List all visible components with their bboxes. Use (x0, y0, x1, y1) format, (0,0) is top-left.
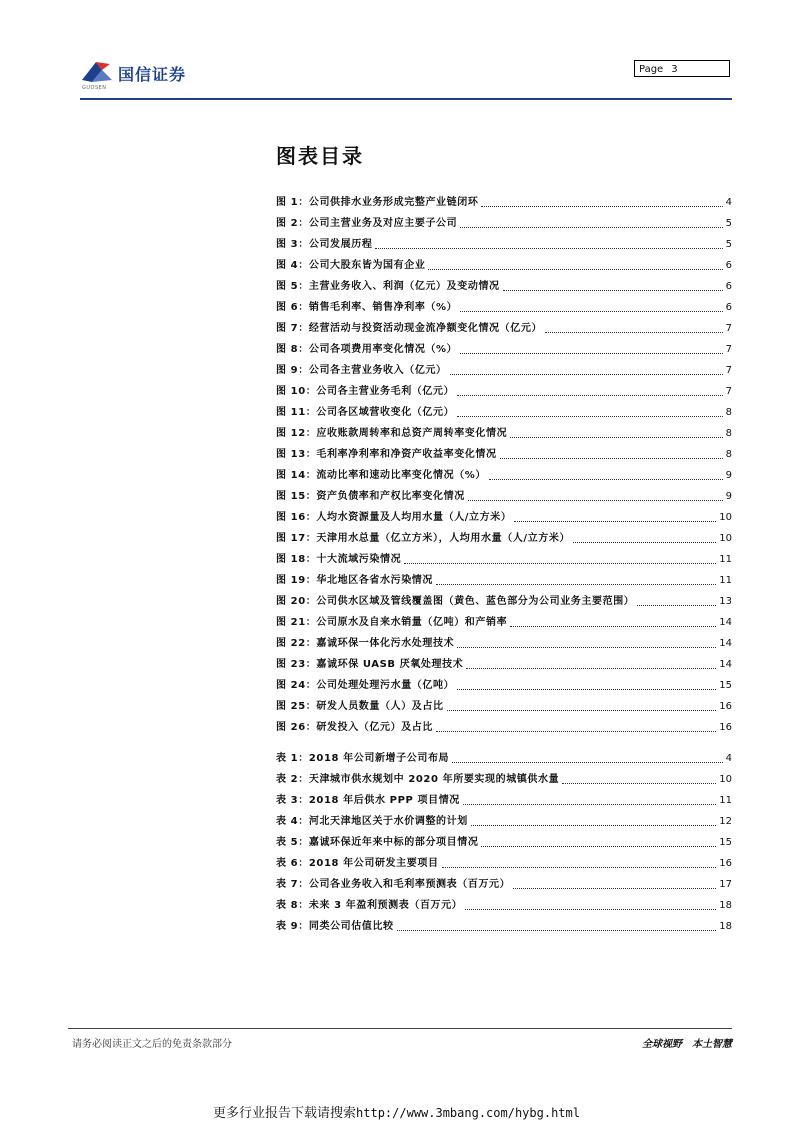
toc-entry[interactable] (276, 188, 732, 209)
toc-entry-label: 表 3：2018 年后供水 PPP 项目情况 (276, 795, 460, 806)
toc-leader-dots (481, 846, 716, 847)
footer-disclaimer: 请务必阅读正文之后的免责条款部分 (72, 1039, 232, 1050)
toc-entry-label: 图 16：人均水资源量及人均用水量（人/立方米） (276, 512, 512, 523)
toc-entry-label: 图 5：主营业务收入、利润（亿元）及变动情况 (276, 281, 500, 292)
toc-entry-page: 5 (725, 218, 732, 229)
toc-entry-page: 15 (719, 680, 732, 691)
toc-leader-dots (503, 290, 723, 291)
toc-leader-dots (481, 206, 722, 207)
toc-entry-label: 图 8：公司各项费用率变化情况（%） (276, 344, 458, 355)
toc-entry-page: 6 (725, 281, 732, 292)
toc-entry-page: 14 (719, 659, 732, 670)
toc-entry-label: 图 19：华北地区各省水污染情况 (276, 575, 433, 586)
toc-entry[interactable] (276, 461, 732, 482)
toc-entry-label: 图 1：公司供排水业务形成完整产业链闭环 (276, 197, 479, 208)
toc-entry[interactable] (276, 692, 732, 713)
toc-entry-page: 10 (719, 512, 732, 523)
toc-entry[interactable] (276, 828, 732, 849)
toc-entry-page: 9 (725, 491, 732, 502)
toc-entry[interactable] (276, 807, 732, 828)
toc-entry[interactable] (276, 870, 732, 891)
toc-entry-page: 4 (725, 197, 732, 208)
toc-entry[interactable] (276, 587, 732, 608)
toc-entry-label: 图 15：资产负债率和产权比率变化情况 (276, 491, 465, 502)
toc-leader-dots (452, 762, 722, 763)
promo-text: 更多行业报告下载请搜索 (213, 1106, 357, 1121)
toc-entry-label: 图 21：公司原水及自来水销量（亿吨）和产销率 (276, 617, 508, 628)
toc-title: 图表目录 (276, 144, 364, 168)
toc-entry[interactable] (276, 524, 732, 545)
toc-leader-dots (471, 825, 716, 826)
toc-entry-page: 16 (719, 722, 732, 733)
toc-entry[interactable] (276, 650, 732, 671)
toc-entry[interactable] (276, 398, 732, 419)
toc-entry-page: 4 (725, 753, 732, 764)
toc-leader-dots (510, 437, 722, 438)
guosen-logo-icon (80, 58, 114, 86)
toc-entry-page: 10 (719, 774, 732, 785)
page-number: 3 (671, 64, 678, 75)
toc-entry[interactable] (276, 744, 732, 765)
toc-entry-label: 图 11：公司各区域营收变化（亿元） (276, 407, 455, 418)
toc-leader-dots (513, 888, 716, 889)
toc-leader-dots (514, 521, 716, 522)
toc-entry-page: 14 (719, 638, 732, 649)
toc-leader-dots (466, 668, 716, 669)
toc-entry[interactable] (276, 419, 732, 440)
brand-sub: GUOSEN (82, 85, 107, 91)
toc-leader-dots (457, 395, 722, 396)
toc-leader-dots (375, 248, 722, 249)
toc-entry[interactable] (276, 230, 732, 251)
footer-divider (68, 1028, 732, 1029)
company-logo (80, 58, 240, 91)
toc-leader-dots (460, 227, 722, 228)
toc-entry-page: 11 (719, 795, 732, 806)
toc-entry[interactable] (276, 251, 732, 272)
toc-entry[interactable] (276, 566, 732, 587)
toc-leader-dots (463, 804, 716, 805)
download-promo (0, 1102, 793, 1121)
toc-entry-label: 表 8：未来 3 年盈利预测表（百万元） (276, 900, 463, 911)
toc-leader-dots (428, 269, 722, 270)
figure-list (276, 188, 732, 734)
toc-entry-page: 8 (725, 428, 732, 439)
toc-entry[interactable] (276, 209, 732, 230)
toc-entry-label: 表 7：公司各业务收入和毛利率预测表（百万元） (276, 879, 511, 890)
toc-entry[interactable] (276, 891, 732, 912)
toc-entry[interactable] (276, 765, 732, 786)
toc-entry-label: 表 5：嘉诚环保近年来中标的部分项目情况 (276, 837, 479, 848)
toc-entry-page: 7 (725, 344, 732, 355)
toc-leader-dots (460, 311, 722, 312)
toc-entry[interactable] (276, 482, 732, 503)
toc-entry-label: 图 2：公司主营业务及对应主要子公司 (276, 218, 458, 229)
toc-entry-label: 图 4：公司大股东皆为国有企业 (276, 260, 426, 271)
toc-entry-label: 表 2：天津城市供水规划中 2020 年所要实现的城镇供水量 (276, 774, 560, 785)
toc-entry-page: 13 (719, 596, 732, 607)
toc-entry[interactable] (276, 608, 732, 629)
toc-leader-dots (397, 930, 717, 931)
toc-entry-page: 5 (725, 239, 732, 250)
toc-entry[interactable] (276, 912, 732, 933)
toc-entry-label: 图 24：公司处理处理污水量（亿吨） (276, 680, 455, 691)
toc-entry-label: 图 18：十大流域污染情况 (276, 554, 402, 565)
toc-entry-page: 15 (719, 837, 732, 848)
toc-entry[interactable] (276, 786, 732, 807)
toc-entry[interactable] (276, 671, 732, 692)
toc-entry-page: 18 (719, 921, 732, 932)
brand-name: 国信证券 (118, 65, 187, 84)
toc-entry-label: 图 17：天津用水总量（亿立方米），人均用水量（人/立方米） (276, 533, 571, 544)
page-label: Page (639, 64, 664, 75)
toc-entry-label: 图 22：嘉诚环保一体化污水处理技术 (276, 638, 455, 649)
toc-entry-page: 18 (719, 900, 732, 911)
toc-leader-dots (562, 783, 716, 784)
toc-entry-page: 17 (719, 879, 732, 890)
toc-entry-label: 表 6：2018 年公司研发主要项目 (276, 858, 439, 869)
toc-entry-page: 16 (719, 701, 732, 712)
toc-leader-dots (500, 458, 723, 459)
toc-entry-label: 表 4：河北天津地区关于水价调整的计划 (276, 816, 468, 827)
toc-leader-dots (457, 647, 716, 648)
toc-leader-dots (450, 374, 723, 375)
toc-entry-label: 图 3：公司发展历程 (276, 239, 373, 250)
toc-leader-dots (457, 689, 716, 690)
toc-leader-dots (457, 416, 722, 417)
page-indicator (634, 60, 730, 77)
toc-entry-page: 8 (725, 407, 732, 418)
toc-leader-dots (442, 867, 717, 868)
toc-entry[interactable] (276, 335, 732, 356)
toc-entry-label: 图 20：公司供水区域及管线覆盖图（黄色、蓝色部分为公司业务主要范围） (276, 596, 635, 607)
toc-entry-page: 6 (725, 260, 732, 271)
toc-leader-dots (404, 563, 716, 564)
toc-entry-page: 16 (719, 858, 732, 869)
toc-leader-dots (489, 479, 723, 480)
toc-entry[interactable] (276, 713, 732, 734)
toc-entry[interactable] (276, 356, 732, 377)
toc-entry-label: 表 1：2018 年公司新增子公司布局 (276, 753, 450, 764)
toc-entry-page: 11 (719, 554, 732, 565)
table-list (276, 744, 732, 933)
toc-entry[interactable] (276, 377, 732, 398)
toc-entry-page: 11 (719, 575, 732, 586)
toc-entry-label: 图 7：经营活动与投资活动现金流净额变化情况（亿元） (276, 323, 543, 334)
toc-entry-page: 7 (725, 323, 732, 334)
promo-link[interactable]: http://www.3mbang.com/hybg.html (356, 1106, 580, 1120)
toc-entry[interactable] (276, 545, 732, 566)
toc-leader-dots (436, 731, 716, 732)
toc-entry[interactable] (276, 293, 732, 314)
toc-leader-dots (460, 353, 722, 354)
toc-leader-dots (573, 542, 716, 543)
toc-entry-label: 图 10：公司各主营业务毛利（亿元） (276, 386, 455, 397)
toc-leader-dots (545, 332, 723, 333)
toc-entry-label: 图 23：嘉诚环保 UASB 厌氧处理技术 (276, 659, 464, 670)
toc-entry-page: 12 (719, 816, 732, 827)
toc-entry-label: 图 6：销售毛利率、销售净利率（%） (276, 302, 458, 313)
header-divider (80, 98, 732, 100)
toc-leader-dots (447, 710, 717, 711)
toc-entry-label: 图 26：研发投入（亿元）及占比 (276, 722, 433, 733)
toc-entry-page: 8 (725, 449, 732, 460)
toc-entry-page: 14 (719, 617, 732, 628)
toc-entry[interactable] (276, 440, 732, 461)
toc-entry-page: 7 (725, 365, 732, 376)
toc-entry-page: 10 (719, 533, 732, 544)
toc-entry[interactable] (276, 849, 732, 870)
footer-slogan: 全球视野 本土智慧 (642, 1039, 732, 1050)
toc-entry-label: 图 12：应收账款周转率和总资产周转率变化情况 (276, 428, 508, 439)
toc-entry[interactable] (276, 629, 732, 650)
toc-leader-dots (465, 909, 716, 910)
toc-entry-page: 9 (725, 470, 732, 481)
toc-entry-label: 图 14：流动比率和速动比率变化情况（%） (276, 470, 487, 481)
toc-entry-label: 图 25：研发人员数量（人）及占比 (276, 701, 444, 712)
toc-entry-label: 表 9：同类公司估值比较 (276, 921, 394, 932)
toc-entry[interactable] (276, 314, 732, 335)
toc-entry[interactable] (276, 503, 732, 524)
toc-leader-dots (436, 584, 716, 585)
toc-leader-dots (468, 500, 723, 501)
toc-entry-page: 7 (725, 386, 732, 397)
toc-entry-label: 图 9：公司各主营业务收入（亿元） (276, 365, 447, 376)
toc-entry-page: 6 (725, 302, 732, 313)
toc-entry-label: 图 13：毛利率净利率和净资产收益率变化情况 (276, 449, 497, 460)
toc-entry[interactable] (276, 272, 732, 293)
toc-leader-dots (637, 605, 716, 606)
toc-leader-dots (510, 626, 716, 627)
